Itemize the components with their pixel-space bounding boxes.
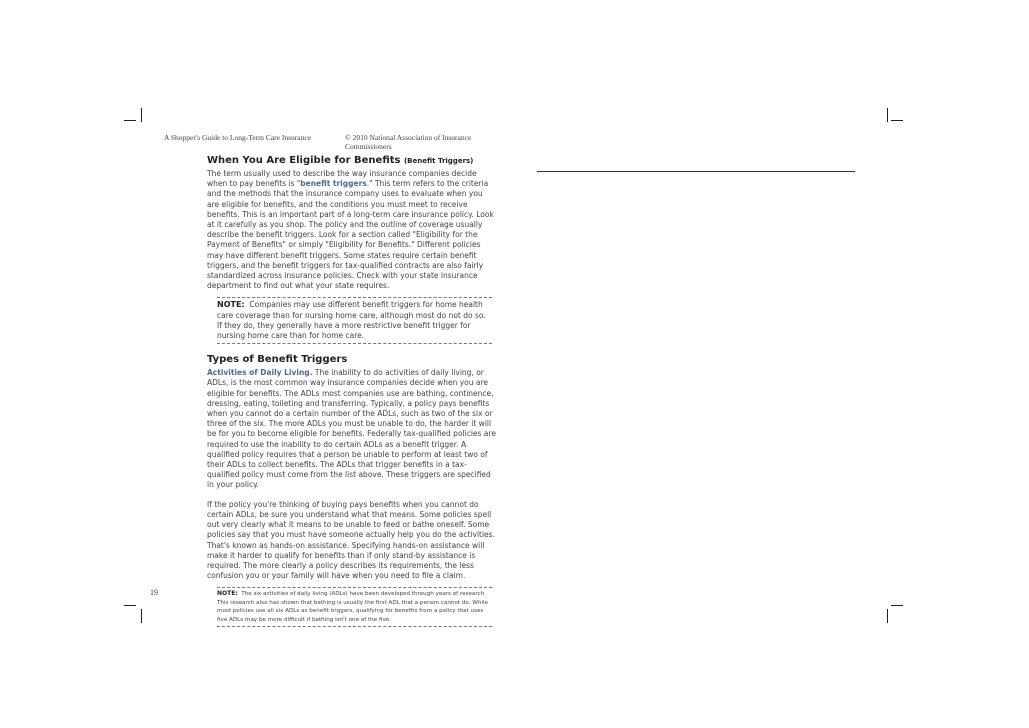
running-header-title: A Shopper's Guide to Long-Term Care Insurance	[164, 133, 312, 142]
section-heading	[207, 155, 497, 167]
paragraph-text: The inability to do activities of daily living, or ADLs, is the most common way insurance companies decide when you are eligible for benefits. The ADLs most companies use are bathing, continence, dressing, eating, toileting and transferring. Typically, a policy pays benefits when you cannot do a certain number of the ADLs, such as two of the six or three of the six. The more ADLs you must be unable to do, the harder it will be for you to become eligible for benefits. Federally tax-qualified policies are required to use the inability to do certain ADLs as a benefit trigger. A qualified policy requires that a person be unable to perform at least two of their ADLs to collect benefits. The ADLs that trigger benefits in a tax-qualified policy must come from the list above. These triggers are specified in your policy.	[207, 368, 496, 490]
paragraph-text: ." This term refers to the criteria and the methods that the insurance company uses to evaluate when you are eligible for benefits, and the conditions you must meet to receive benefits. This is an important part of a long-term care insurance policy. Look at it carefully as you shop. The policy and the outline of coverage usually describe the benefit triggers. Look for a section called "Eligibility for the Payment of Benefits" or simply "Eligibility for Benefits." Different policies may have different benefit triggers. Some states require certain benefit triggers, and the benefit triggers for tax-qualified contracts are also fairly standardized across insurance policies. Check with your state insurance department to find out what your state requires.	[207, 179, 494, 291]
paragraph	[207, 169, 497, 291]
crop-mark	[141, 609, 142, 623]
crop-mark	[891, 120, 903, 121]
crop-mark	[124, 605, 136, 606]
running-header-copyright: © 2010 National Association of Insurance Commissioners	[345, 133, 472, 151]
paragraph-text: The term usually used to describe the way insurance companies decide when to pay benefits is "	[207, 169, 477, 189]
note-text: Companies may use different benefit triggers for home health care coverage than for nursing home care, although most do not do so. If they do, they generally have a more restrictive benefit trigger for nursing home care than for home care.	[217, 300, 486, 341]
note-label: NOTE:	[217, 300, 245, 310]
crop-mark	[141, 108, 142, 122]
page-number: 19	[150, 588, 158, 597]
note-box	[217, 587, 492, 627]
section-heading	[207, 354, 497, 366]
paragraph: If the policy you're thinking of buying pays benefits when you cannot do certain ADLs, be sure you understand what that means. Some policies spell out very clearly what it means to be unable to feed or bathe oneself. Some policies say that you must have someone actually help you do the activities. That's known as hands-on assistance. Specifying hands-on assistance will make it harder to qualify for benefits than if only stand-by assistance is required. The more clearly a policy describes its requirements, the less confusion you or your family will have when you need to file a claim.	[207, 499, 495, 581]
note-label: NOTE:	[217, 590, 238, 598]
section-title: When You Are Eligible for Benefits	[207, 155, 401, 166]
paragraph	[207, 368, 497, 490]
highlight-term: benefit triggers	[300, 179, 367, 189]
crop-mark	[124, 120, 136, 121]
section-title: Types of Benefit Triggers	[207, 354, 348, 366]
highlight-term: Activities of Daily Living.	[207, 368, 313, 378]
crop-mark	[891, 605, 903, 606]
note-box	[217, 297, 492, 344]
section-title-suffix: (Benefit Triggers)	[403, 157, 474, 165]
crop-mark	[887, 609, 888, 623]
page-content	[207, 155, 497, 627]
crop-mark	[887, 108, 888, 122]
horizontal-rule	[537, 171, 855, 172]
note-text: The six activities of daily living (ADLs) have been developed through years of research. This research also has shown that bathing is usually the first ADL that a person cannot do. While most policies use all six ADLs as benefit triggers, qualifying for benefits from a policy that uses five ADLs may be more difficult if bathing isn't one of the five.	[217, 591, 488, 623]
